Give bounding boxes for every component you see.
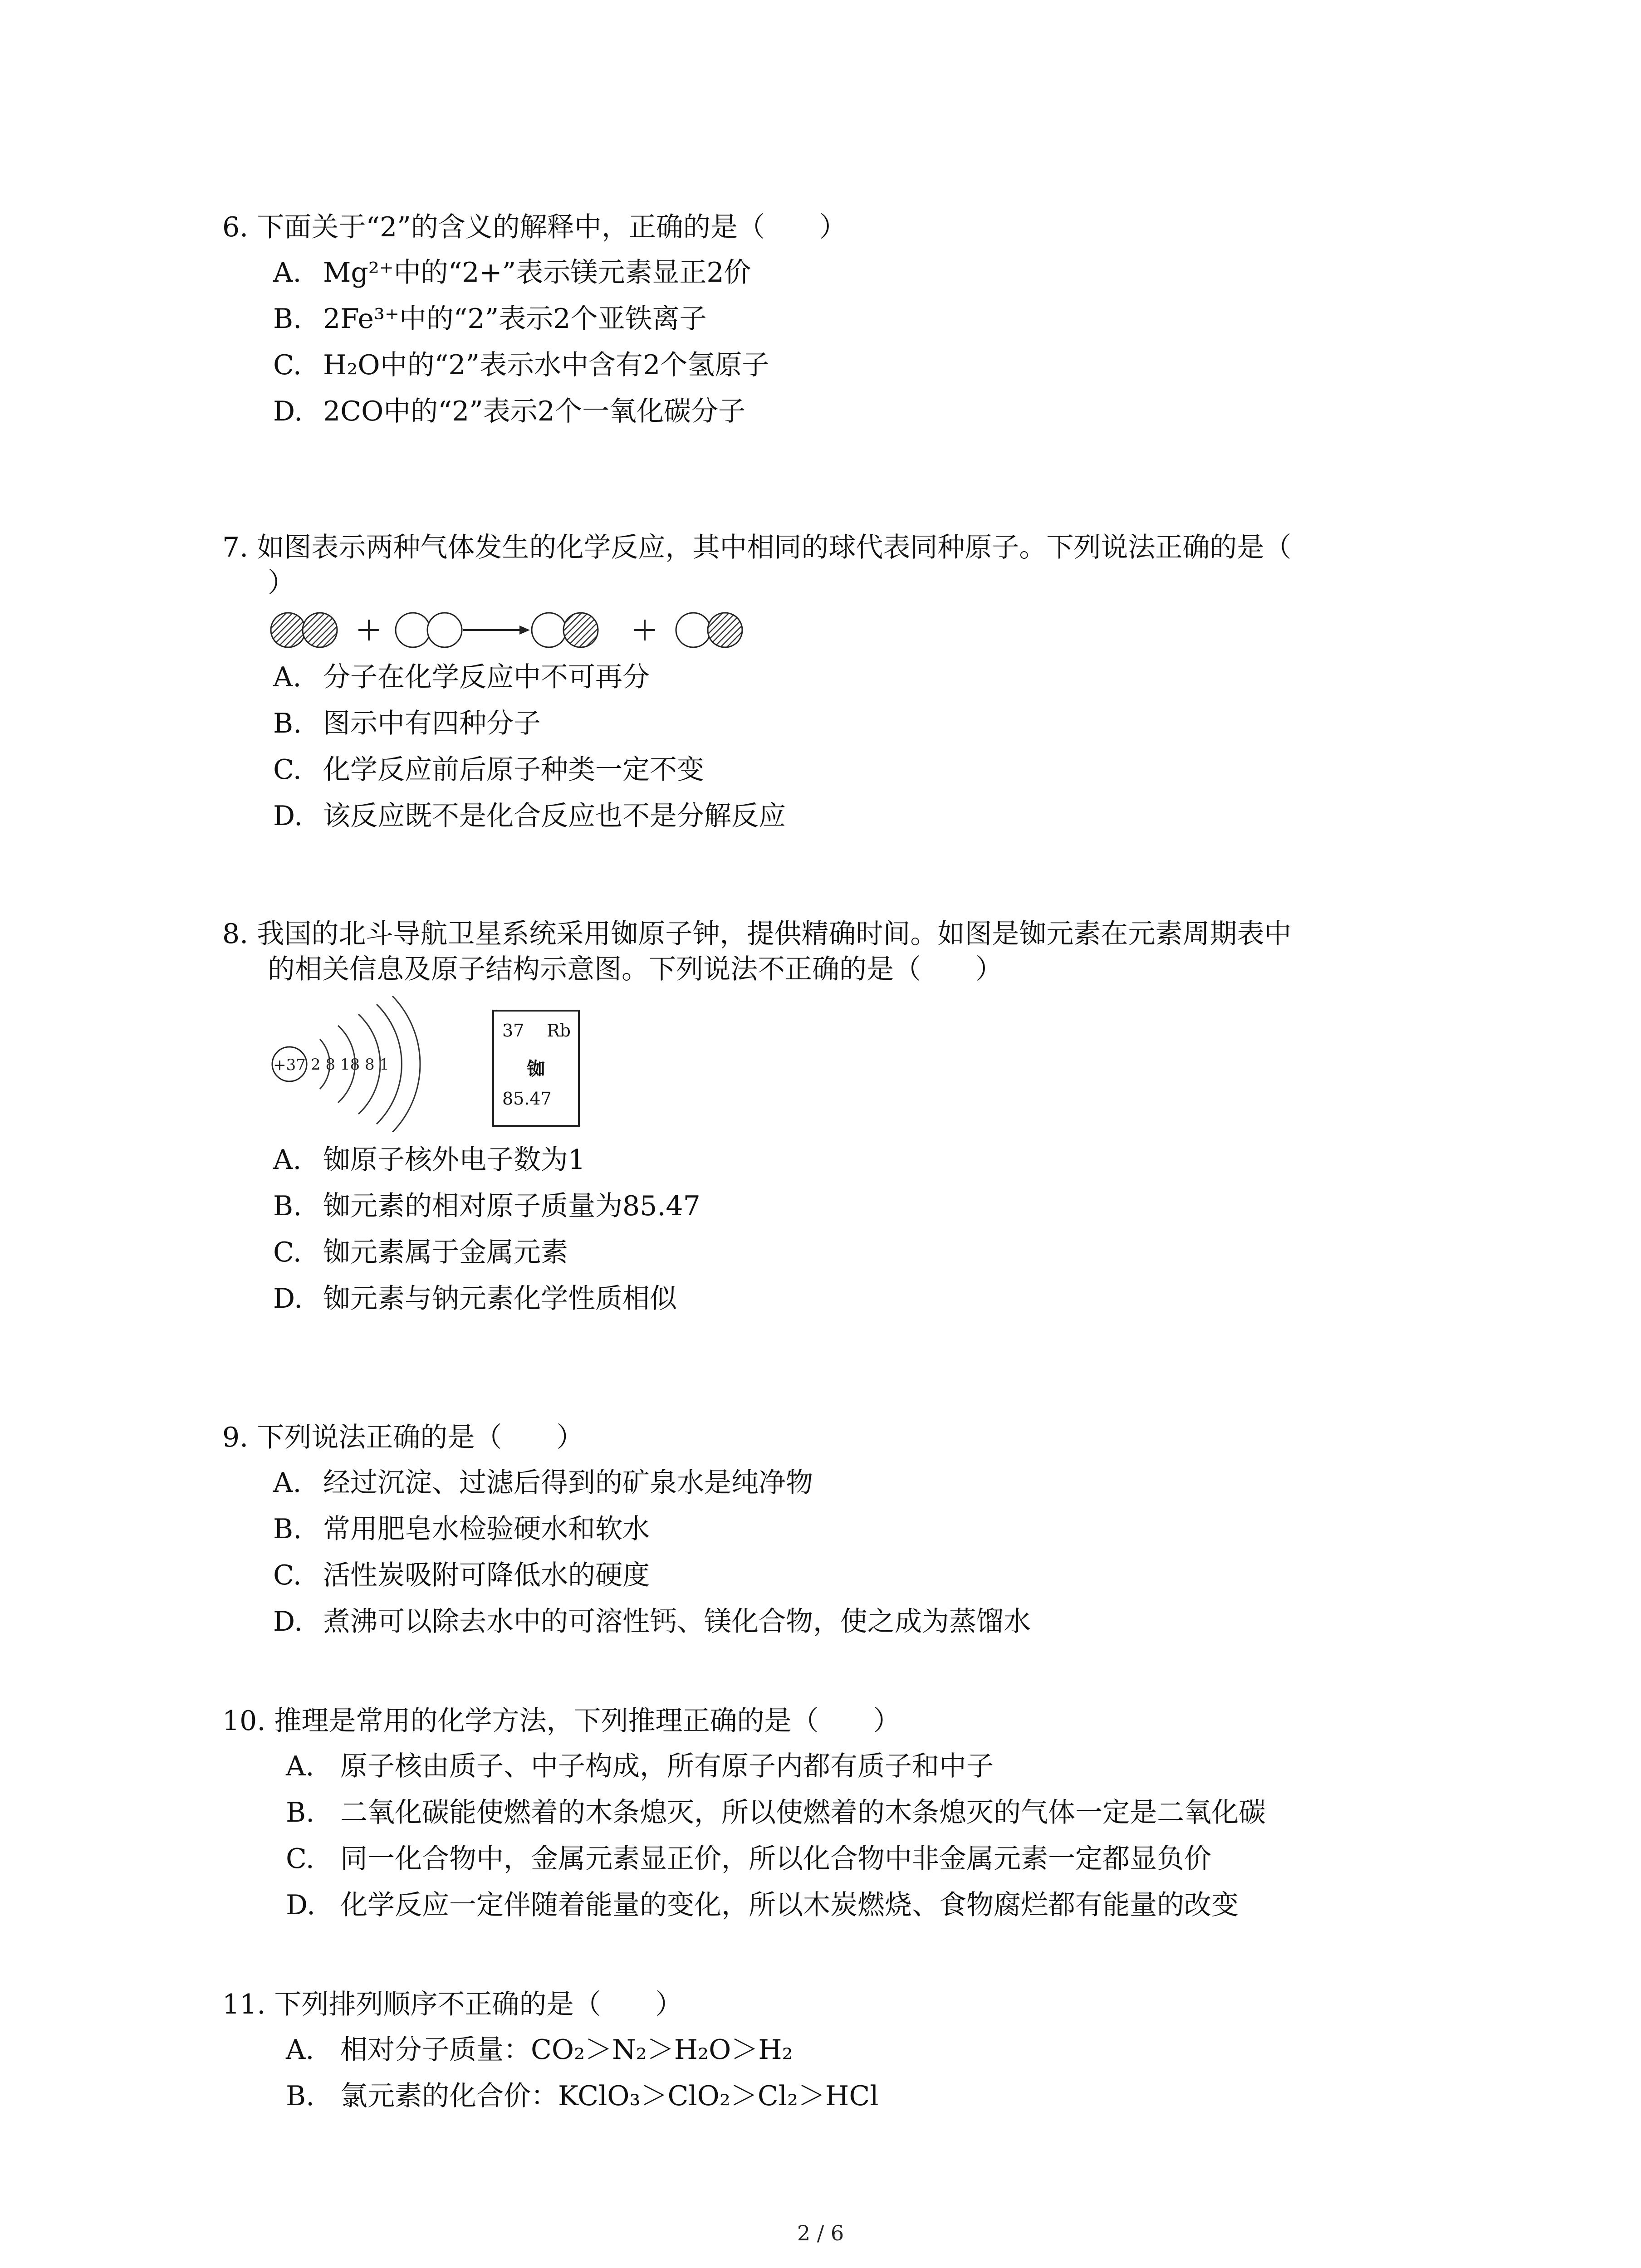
- option-text: 同一化合物中，金属元素显正价，所以化合物中非金属元素一定都显负价: [340, 1843, 1211, 1875]
- option-text: 分子在化学反应中不可再分: [323, 661, 650, 693]
- option-letter: A.: [273, 1144, 302, 1176]
- white-atom: [427, 613, 462, 647]
- nucleus-charge: +37: [273, 1056, 306, 1074]
- option-text: 铷原子核外电子数为1: [323, 1144, 586, 1176]
- option-letter: A.: [273, 257, 302, 288]
- option-b: [273, 1511, 1447, 1547]
- electron-shell-5: [392, 996, 420, 1132]
- option-a: [286, 2032, 1447, 2068]
- option-letter: B.: [273, 1190, 302, 1222]
- option-text: H₂O中的“2”表示水中含有2个氢原子: [323, 349, 769, 381]
- white-atom: [676, 613, 710, 647]
- reaction-diagram: [268, 605, 1447, 657]
- question-9-options: [222, 1465, 1447, 1639]
- element-symbol: Rb: [547, 1021, 571, 1041]
- option-text: 2CO中的“2”表示2个一氧化碳分子: [323, 396, 745, 427]
- question-7: [222, 530, 1447, 845]
- option-letter: B.: [273, 708, 302, 739]
- option-b: [273, 706, 1447, 741]
- question-7-stem: 7. 如图表示两种气体发生的化学反应，其中相同的球代表同种原子。下列说法正确的是（: [222, 532, 1292, 563]
- question-8-options: [222, 1142, 1447, 1316]
- option-c: [273, 752, 1447, 787]
- question-6: [222, 210, 1447, 440]
- option-letter: D.: [273, 1606, 303, 1637]
- question-7-options: [222, 660, 1447, 834]
- question-6-options: [222, 255, 1447, 429]
- question-8-stem-continued: 的相关信息及原子结构示意图。下列说法不正确的是（ ）: [268, 953, 1003, 985]
- option-letter: B.: [286, 1797, 315, 1828]
- option-letter: C.: [273, 1237, 302, 1268]
- option-c: [286, 1841, 1447, 1877]
- hatched-atom: [708, 613, 742, 647]
- atomic-mass: 85.47: [502, 1089, 552, 1109]
- option-letter: B.: [286, 2080, 315, 2112]
- option-b: [286, 1795, 1447, 1830]
- option-d: [273, 1604, 1447, 1639]
- question-10: [222, 1703, 1447, 1934]
- option-letter: A.: [286, 2034, 314, 2066]
- option-text: 铷元素的相对原子质量为85.47: [323, 1190, 700, 1222]
- option-letter: A.: [273, 1467, 302, 1499]
- question-8: [222, 916, 1447, 1327]
- option-letter: D.: [273, 800, 303, 832]
- option-text: 经过沉淀、过滤后得到的矿泉水是纯净物: [323, 1467, 813, 1499]
- option-letter: C.: [273, 1559, 302, 1591]
- question-9: [222, 1420, 1447, 1650]
- option-text: 常用肥皂水检验硬水和软水: [323, 1513, 650, 1545]
- option-letter: D.: [273, 1283, 303, 1315]
- white-atom: [396, 613, 430, 647]
- atomic-number: 37: [502, 1021, 524, 1041]
- hatched-atom: [303, 613, 337, 647]
- option-a: [273, 1142, 1447, 1178]
- question-9-stem: 9. 下列说法正确的是（ ）: [222, 1422, 584, 1453]
- question-11-options: [222, 2032, 1447, 2114]
- option-letter: C.: [286, 1843, 314, 1875]
- option-a: [286, 1749, 1447, 1784]
- option-letter: C.: [273, 349, 302, 381]
- option-letter: B.: [273, 303, 302, 335]
- question-10-options: [222, 1749, 1447, 1923]
- reaction-arrow-head: [519, 626, 530, 635]
- option-d: [273, 798, 1447, 834]
- option-a: [273, 255, 1447, 290]
- option-letter: D.: [286, 1889, 316, 1921]
- question-7-stem-continued: ）: [268, 567, 295, 599]
- option-d: [286, 1887, 1447, 1923]
- option-letter: A.: [273, 661, 302, 693]
- option-text: Mg²⁺中的“2+”表示镁元素显正2价: [323, 257, 751, 288]
- hatched-atom: [271, 613, 305, 647]
- option-d: [273, 1281, 1447, 1316]
- option-text: 化学反应前后原子种类一定不变: [323, 754, 704, 786]
- option-text: 二氧化碳能使燃着的木条熄灭，所以使燃着的木条熄灭的气体一定是二氧化碳: [340, 1797, 1266, 1828]
- reaction-diagram-svg: [268, 605, 812, 655]
- rubidium-figure: [268, 996, 1447, 1132]
- periodic-table-cell: [492, 1010, 580, 1127]
- option-b: [273, 301, 1447, 337]
- question-8-stem: 8. 我国的北斗导航卫星系统采用铷原子钟，提供精确时间。如图是铷元素在元素周期表中: [222, 918, 1292, 950]
- page-number: 2 / 6: [797, 2221, 844, 2245]
- option-text: 氯元素的化合价：KClO₃＞ClO₂＞Cl₂＞HCl: [340, 2080, 879, 2112]
- question-11-stem: 11. 下列排列顺序不正确的是（ ）: [222, 1989, 683, 2020]
- hatched-atom: [563, 613, 598, 647]
- option-text: 相对分子质量：CO₂＞N₂＞H₂O＞H₂: [340, 2034, 793, 2066]
- option-text: 2Fe³⁺中的“2”表示2个亚铁离子: [323, 303, 707, 335]
- option-text: 原子核由质子、中子构成，所有原子内都有质子和中子: [340, 1750, 994, 1782]
- option-text: 铷元素属于金属元素: [323, 1237, 568, 1268]
- option-c: [273, 347, 1447, 383]
- option-letter: C.: [273, 754, 302, 786]
- option-letter: A.: [286, 1750, 314, 1782]
- electron-counts: 2 8 18 8 1: [311, 1056, 390, 1074]
- question-6-stem: 6. 下面关于“2”的含义的解释中，正确的是（ ）: [222, 211, 847, 243]
- question-10-stem: 10. 推理是常用的化学方法，下列推理正确的是（ ）: [222, 1705, 901, 1737]
- option-c: [273, 1558, 1447, 1593]
- element-name: 铷: [527, 1058, 545, 1080]
- option-b: [286, 2078, 1447, 2114]
- option-text: 化学反应一定伴随着能量的变化，所以木炭燃烧、食物腐烂都有能量的改变: [340, 1889, 1239, 1921]
- atom-structure-diagram: [268, 996, 458, 1132]
- option-text: 该反应既不是化合反应也不是分解反应: [323, 800, 786, 832]
- white-atom: [532, 613, 566, 647]
- option-a: [273, 1465, 1447, 1501]
- question-11: [222, 1987, 1447, 2125]
- option-text: 图示中有四种分子: [323, 708, 541, 739]
- option-b: [273, 1188, 1447, 1224]
- option-d: [273, 394, 1447, 429]
- option-letter: D.: [273, 396, 303, 427]
- option-letter: B.: [273, 1513, 302, 1545]
- option-text: 活性炭吸附可降低水的硬度: [323, 1559, 650, 1591]
- option-a: [273, 660, 1447, 695]
- option-c: [273, 1235, 1447, 1270]
- option-text: 煮沸可以除去水中的可溶性钙、镁化合物，使之成为蒸馏水: [323, 1606, 1031, 1637]
- option-text: 铷元素与钠元素化学性质相似: [323, 1283, 677, 1315]
